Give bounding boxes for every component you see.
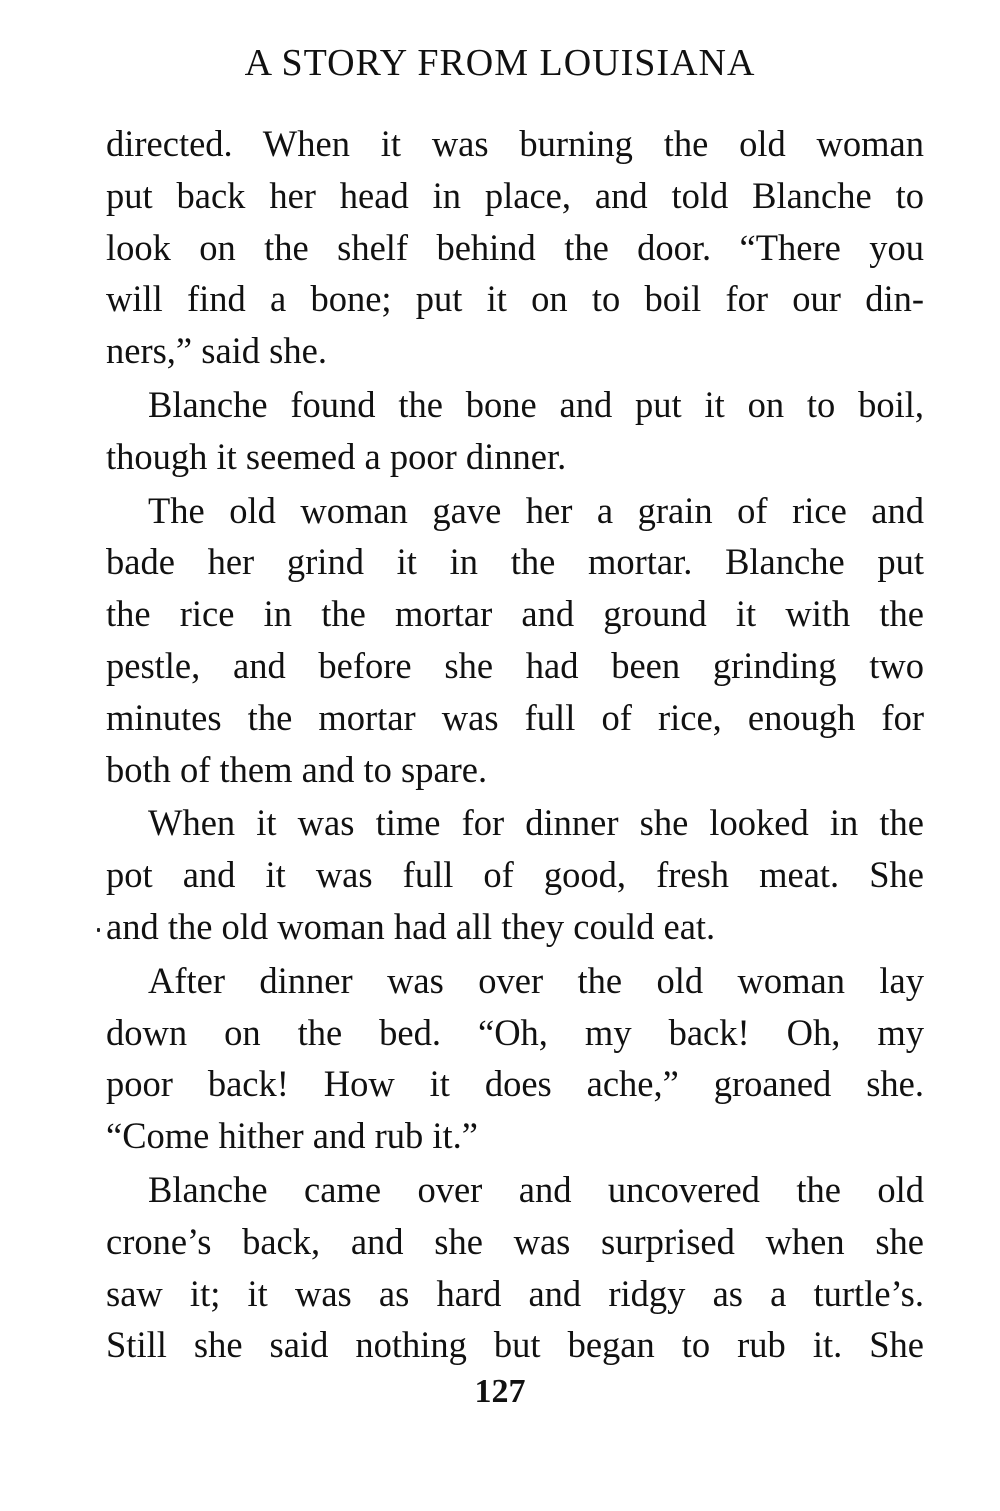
text-line: pestle, and before she had been grinding two [106, 644, 924, 686]
text-line: After dinner was over the old woman lay [148, 959, 924, 1001]
paragraph [106, 379, 924, 483]
text-line: and the old woman had all they could eat. [106, 905, 716, 947]
page-number: 127 [474, 1373, 526, 1410]
text-line: The old woman gave her a grain of rice and [148, 489, 924, 531]
text-line: will find a bone; put it on to boil for our din- [106, 278, 924, 320]
text-line: directed. When it was burning the old woman [106, 123, 924, 164]
text-line: look on the shelf behind the door. “There you [106, 226, 924, 268]
text-line: pot and it was full of good, fresh meat. She [106, 854, 924, 896]
text-line: crone’s back, and she was surprised when she [106, 1220, 924, 1262]
text-line: both of them and to spare. [106, 748, 488, 790]
print-speck [97, 928, 100, 932]
text-line: minutes the mortar was full of rice, enough for [106, 696, 924, 738]
text-line: “Come hither and rub it.” [106, 1115, 478, 1157]
running-head: A STORY FROM LOUISIANA [244, 42, 756, 84]
text-line: bade her grind it in the mortar. Blanche put [106, 541, 924, 583]
text-line: poor back! How it does ache,” groaned she. [106, 1063, 924, 1105]
paragraph [106, 1164, 924, 1371]
text-line: put back her head in place, and told Blanche to [106, 174, 924, 216]
paragraph [106, 118, 924, 377]
text-line: Still she said nothing but began to rub it. She [106, 1324, 924, 1366]
text-line: Blanche found the bone and put it on to boil, [148, 383, 924, 425]
paragraph [106, 797, 924, 952]
paragraph [106, 955, 924, 1162]
text-line: ners,” said she. [106, 330, 327, 372]
paragraph [106, 485, 924, 796]
text-line: the rice in the mortar and ground it with the [106, 593, 924, 635]
text-line: When it was time for dinner she looked in the [148, 802, 924, 844]
text-line: saw it; it was as hard and ridgy as a turtle’s. [106, 1272, 924, 1314]
text-line: Blanche came over and uncovered the old [148, 1168, 924, 1210]
text-line: down on the bed. “Oh, my back! Oh, my [106, 1011, 924, 1053]
body-text [106, 118, 924, 1371]
text-line: though it seemed a poor dinner. [106, 435, 567, 477]
